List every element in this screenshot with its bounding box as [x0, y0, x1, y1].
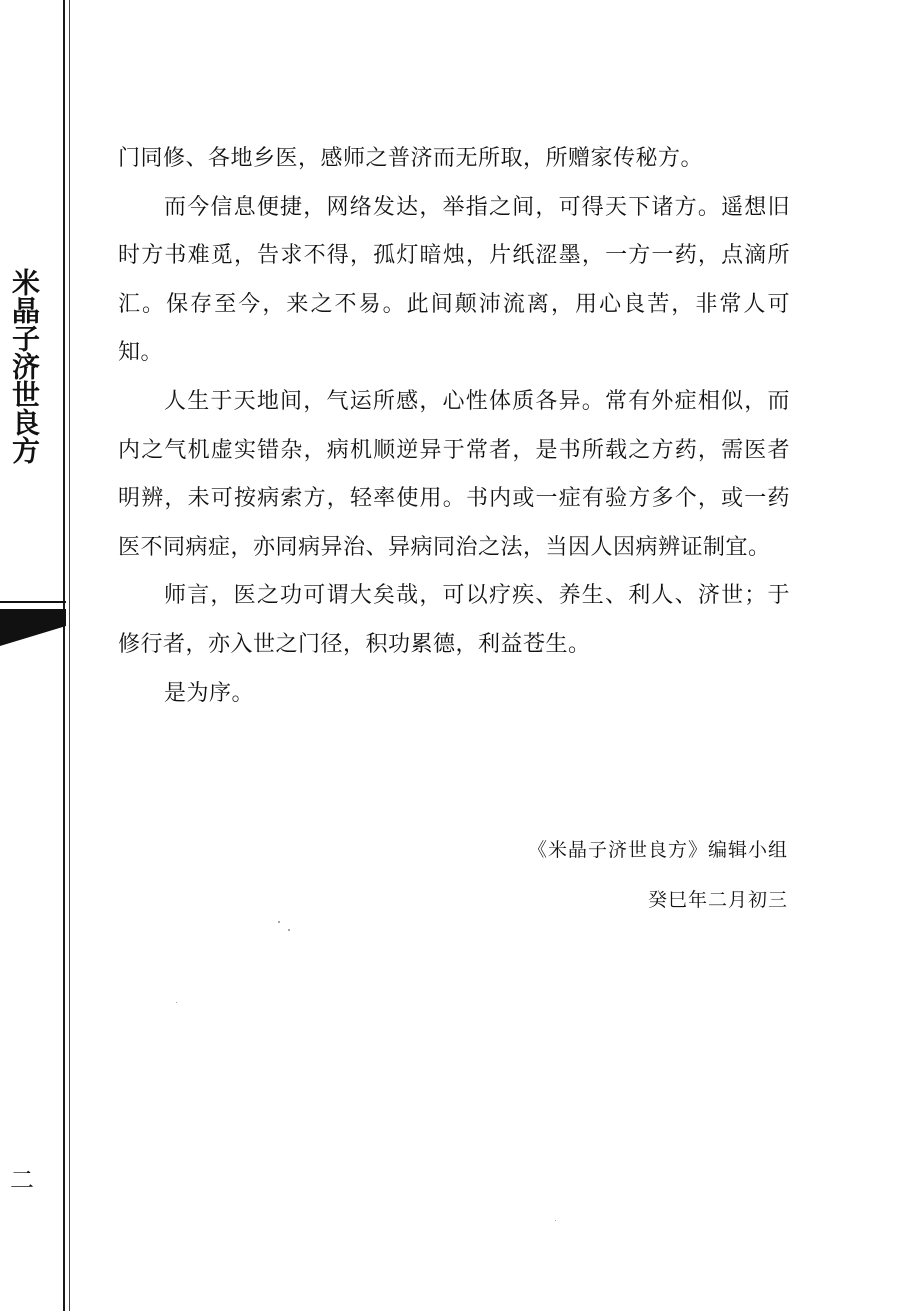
paragraph: 师言，医之功可谓大矣哉，可以疗疾、养生、利人、济世；于修行者，亦入世之门径，积功累德，利益苍生。	[118, 583, 790, 657]
paragraph: 人生于天地间，气运所感，心性体质各异。常有外症相似，而内之气机虚实错杂，病机顺逆异于常者，是书所载之方药，需医者明辨，未可按病索方，轻率使用。书内或一症有验方多个，或一药医不同病症，亦同病异治、异病同治之法，当因人因病辨证制宜。	[118, 388, 790, 560]
scan-speck	[288, 929, 290, 931]
scan-speck	[278, 921, 280, 923]
margin-rule-outer	[63, 0, 65, 1311]
scan-speck	[555, 1220, 556, 1221]
paragraph: 而今信息便捷，网络发达，举指之间，可得天下诸方。遥想旧时方书难觅，告求不得，孤灯暗烛，片纸涩墨，一方一药，点滴所汇。保存至今，来之不易。此间颠沛流离，用心良苦，非常人可知。	[118, 194, 790, 366]
side-book-title: 米晶子济世良方	[8, 268, 41, 464]
paragraph: 是为序。	[164, 680, 255, 706]
margin-rule-inner	[69, 0, 70, 1311]
page-number: 二	[10, 1166, 34, 1194]
paragraph: 门同修、各地乡医，感师之普济而无所取，所赠家传秘方。	[118, 146, 704, 171]
signature-block	[528, 825, 788, 925]
editorial-group: 《米晶子济世良方》编辑小组	[527, 839, 788, 861]
side-tab-marker	[0, 600, 66, 652]
signature-date: 癸巳年二月初三	[647, 889, 788, 911]
scan-speck	[176, 1002, 177, 1003]
preface-body	[118, 135, 790, 718]
